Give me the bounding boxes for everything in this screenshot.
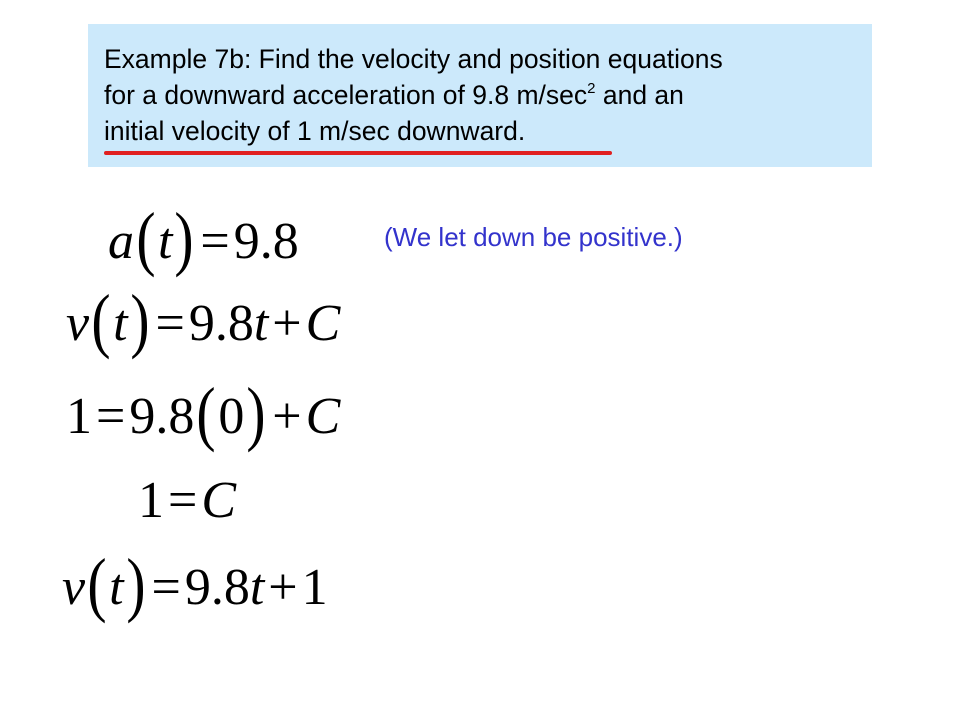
eq2-plus: + xyxy=(272,295,302,352)
eq3-constant: C xyxy=(305,388,341,445)
eq1-variable: t xyxy=(157,213,173,270)
eq3-plus: + xyxy=(272,388,302,445)
problem-line-1: Example 7b: Find the velocity and position equations xyxy=(104,44,723,74)
eq3-equals: = xyxy=(96,388,126,445)
equation-velocity-general xyxy=(66,280,341,360)
exponent-superscript: 2 xyxy=(587,80,596,98)
eq5-variable: t xyxy=(109,559,124,616)
eq1-rhs: 9.8 xyxy=(233,213,299,270)
red-underline-annotation xyxy=(104,151,612,155)
problem-line-3: initial velocity of 1 m/sec downward. xyxy=(104,116,526,146)
eq5-open-paren: ( xyxy=(87,544,107,624)
eq2-open-paren: ( xyxy=(91,280,111,360)
equation-constant-solved xyxy=(138,471,236,531)
eq3-coefficient: 9.8 xyxy=(129,388,195,445)
eq1-function: a xyxy=(108,213,134,270)
eq1-open-paren: ( xyxy=(136,198,156,278)
eq3-open-paren: ( xyxy=(196,373,216,453)
eq5-plus: + xyxy=(268,559,298,616)
eq2-close-paren: ) xyxy=(129,280,150,360)
problem-line-2-tail: and an xyxy=(595,80,684,110)
problem-line-2-text: for a downward acceleration of 9.8 m/sec xyxy=(104,80,588,110)
problem-line-2 xyxy=(104,77,856,113)
eq5-rhs-variable: t xyxy=(249,559,265,616)
eq3-argument: 0 xyxy=(218,388,245,445)
eq2-coefficient: 9.8 xyxy=(188,295,254,352)
eq2-variable: t xyxy=(113,295,128,352)
eq3-close-paren: ) xyxy=(246,373,266,453)
eq2-rhs-variable: t xyxy=(253,295,269,352)
eq4-constant: C xyxy=(201,472,237,529)
eq2-equals: = xyxy=(155,295,185,352)
eq3-lhs: 1 xyxy=(66,388,92,445)
eq2-constant: C xyxy=(305,295,341,352)
sign-convention-note: (We let down be positive.) xyxy=(384,222,683,252)
eq1-equals: = xyxy=(200,213,230,270)
eq5-constant: 1 xyxy=(301,559,328,616)
eq5-equals: = xyxy=(151,559,181,616)
equation-acceleration xyxy=(108,198,299,278)
problem-statement-box xyxy=(88,24,872,167)
eq4-equals: = xyxy=(168,472,198,529)
eq5-close-paren: ) xyxy=(125,544,146,624)
eq5-function: v xyxy=(62,559,86,616)
eq5-coefficient: 9.8 xyxy=(184,559,250,616)
eq1-close-paren: ) xyxy=(174,198,195,278)
equation-initial-condition xyxy=(66,373,341,453)
eq2-function: v xyxy=(66,295,90,352)
eq4-lhs: 1 xyxy=(138,472,164,529)
equation-velocity-final xyxy=(62,544,328,624)
